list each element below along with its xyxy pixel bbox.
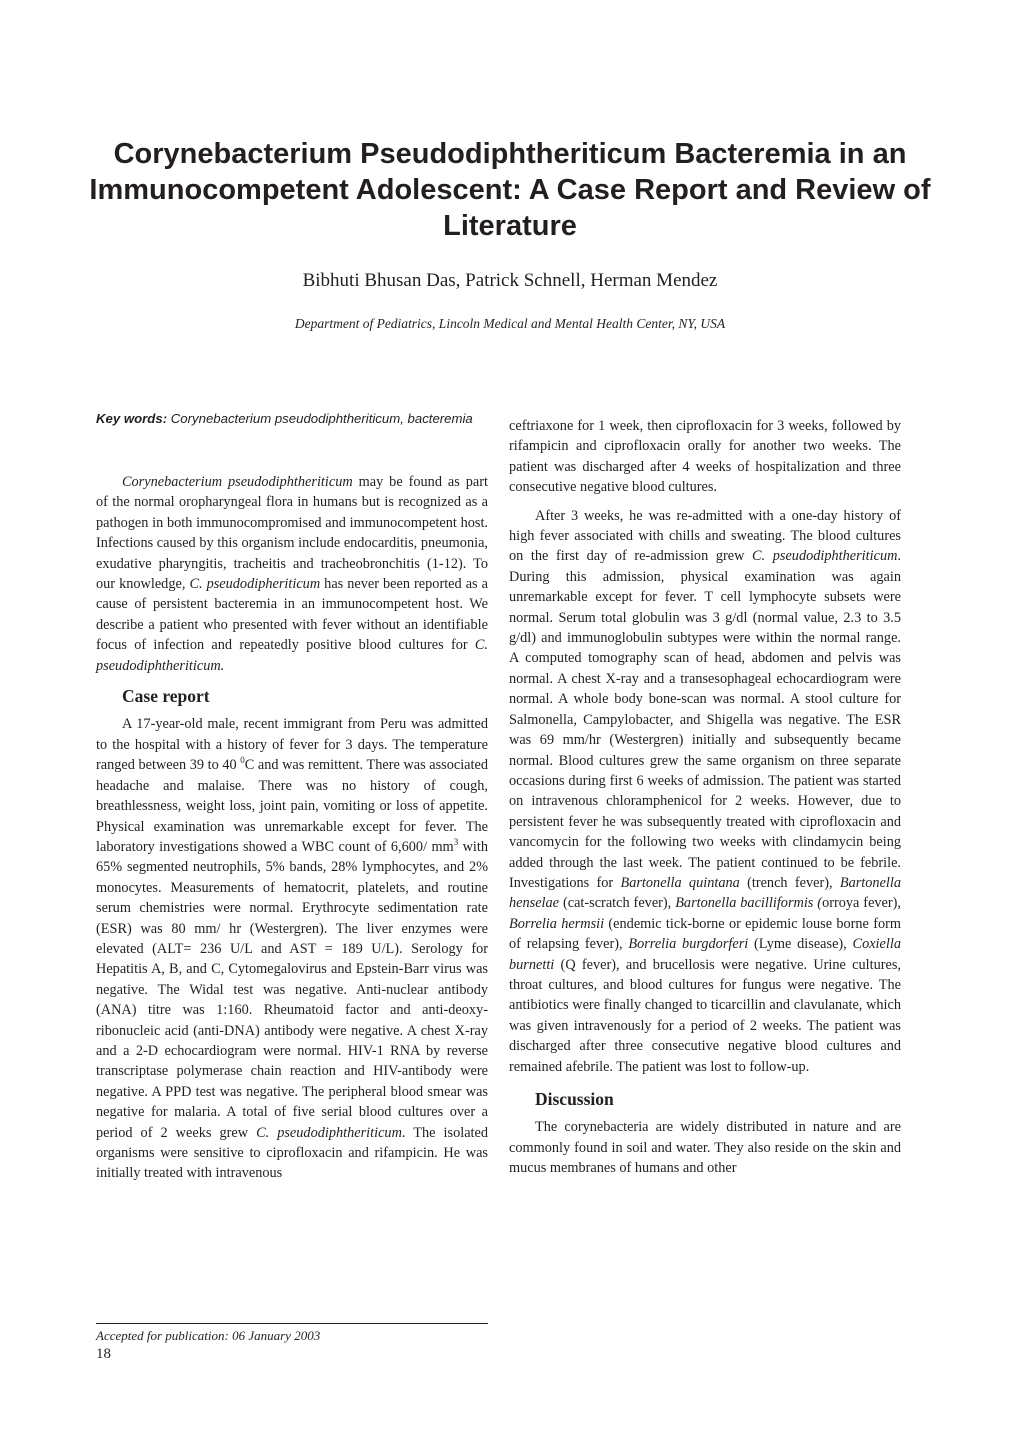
species-name: C. pseudodiphtheriticum.: [96, 637, 488, 674]
page-number: 18: [96, 1346, 111, 1362]
case-report-paragraph: A 17-year-old male, recent immigrant from Peru was admitted to the hospital with a history of fever for 3 days. The temperature ranged between 39 to 40 $^0$C and was remittent. There was associated headache and malaise. There was no history of cough, breathlessness, weight loss, joint pain, vomiting or loss of appetite. Physical examination was unremarkable except for fever. The laboratory investigations showed a WBC count of 6,600/ $mm^3$ with 65% segmented neutrophils, 5% bands, 28% lymphocytes, and 2% monocytes. Measurements of hematocrit, platelets, and routine serum chemistries were normal. Erythrocyte sedimentation rate (ESR) was 80 mm/ hr (Westergren). The liver enzymes were elevated (ALT= 236 U/L and AST = 189 U/L). Serology for Hepatitis A, B, and C, Cytomegalovirus and Epstein-Barr virus was negative. The Widal test was negative. Anti-nuclear antibody (ANA) titre was 1:160. Rheumatoid factor and anti-deoxy-ribonucleic acid (anti-DNA) antibody were negative. A chest X-ray and a 2-D echocardiogram were normal. HIV-1 RNA by reverse transcriptase polymerase chain reaction and HIV-antibody were negative. A PPD test was negative. The peripheral blood smear was negative for malaria. A total of five serial blood cultures over a period of 2 weeks grew C. pseudodiphtheriticum. The isolated organisms were sensitive to ciprofloxacin and rifampicin. He was initially treated with intravenous: [96, 716, 489, 1182]
discussion-heading: Discussion: [535, 1089, 614, 1109]
species-name: C. pseudodipheriticum: [189, 576, 321, 593]
accepted-date: Accepted for publication: 06 January 2003: [96, 1328, 321, 1343]
keywords: [96, 410, 488, 428]
article-title: Corynebacterium Pseudodiphtheriticum Bacteremia in an Immunocompetent Adolescent: A Case Report and Review of Literature: [89, 138, 931, 242]
keywords-text: Corynebacterium pseudodiphtheriticum, bacteremia: [170, 411, 473, 426]
keywords-label: Key words:: [96, 411, 168, 426]
right-column: [509, 416, 901, 1179]
left-column: [96, 410, 488, 1184]
footnote-divider: [96, 1323, 488, 1324]
discussion-paragraph: The corynebacteria are widely distributed in nature and are commonly found in soil and water. They also reside on the skin and mucus membranes of humans and other: [509, 1119, 901, 1177]
species-name: Corynebacterium pseudodiphtheriticum: [122, 474, 353, 490]
case-report-heading: Case report: [122, 686, 210, 707]
treatment-paragraph: ceftriaxone for 1 week, then ciprofloxacin for 3 weeks, followed by rifampicin and ciprofloxacin orally for another two weeks. The patient was discharged after 4 weeks of hospitalization and three consecutive negative blood cultures.: [509, 418, 901, 496]
species-name: C. pseudodiphtheriticum: [256, 1124, 402, 1141]
affiliation: Department of Pediatrics, Lincoln Medical and Mental Health Center, NY, USA: [294, 316, 726, 331]
readmission-paragraph: After 3 weeks, he was re-admitted with a one-day history of high fever associated with chills and sweating. The blood cultures on the first day of re-admission grew C. pseudodiphtheriticum. During this admission, physical examination was again unremarkable except for fever. T cell lymphocyte subsets were normal. Serum total globulin was 3 g/dl (normal value, 2.3 to 3.5 g/dl) and immunoglobulin subtypes were within the normal range. A computed tomography scan of head, abdomen and pelvis was normal. A chest X-ray and a transesophageal echocardiogram were normal. A whole body bone-scan was normal. A stool culture for Salmonella, Campylobacter, and Shigella was negative. The ESR was 69 mm/hr (Westergren) initially and subsequently became normal. Blood cultures grew the same organism on three separate occasions during first 6 weeks of admission. The patient was started on intravenous chloramphenicol for 2 weeks. However, due to persistent fever he was subsequently treated with ciprofloxacin and vancomycin for the following two weeks with clindamycin being added through the last week. The patient continued to be febrile. Investigations for Bartonella quintana (trench fever), Bartonella henselae (cat-scratch fever), Bartonella bacilliformis (orroya fever), Borrelia hermsii (endemic tick-borne or epidemic louse borne form of relapsing fever), Borrelia burgdorferi (Lyme disease), Coxiella burnetti (Q fever), and brucellosis were negative. Urine cultures, throat cultures, and blood cultures for fungus were negative. The antibiotics were finally changed to ticarcillin and clavulanate, which was given intravenously for a period of 2 weeks. The patient was discharged after three consecutive negative blood cultures and remained afebrile. The patient was lost to follow-up.: [509, 507, 902, 1075]
authors: Bibhuti Bhusan Das, Patrick Schnell, Herman Mendez: [302, 270, 718, 291]
intro-paragraph: Corynebacterium pseudodiphtheriticum may be found as part of the normal oropharyngeal flora in humans but is recognized as a pathogen in both immunocompromised and immunocompetent host. Infections caused by this organism include endocarditis, pneumonia, exudative pharyngitis, tracheitis and tracheobronchitis (1-12). To our knowledge, C. pseudodipheriticum has never been reported as a cause of persistent bacteremia in an immunocompetent host. We describe a patient who presented with fever without an identifiable focus of infection and repeatedly positive blood cultures for C. pseudodiphtheriticum.: [96, 474, 488, 674]
